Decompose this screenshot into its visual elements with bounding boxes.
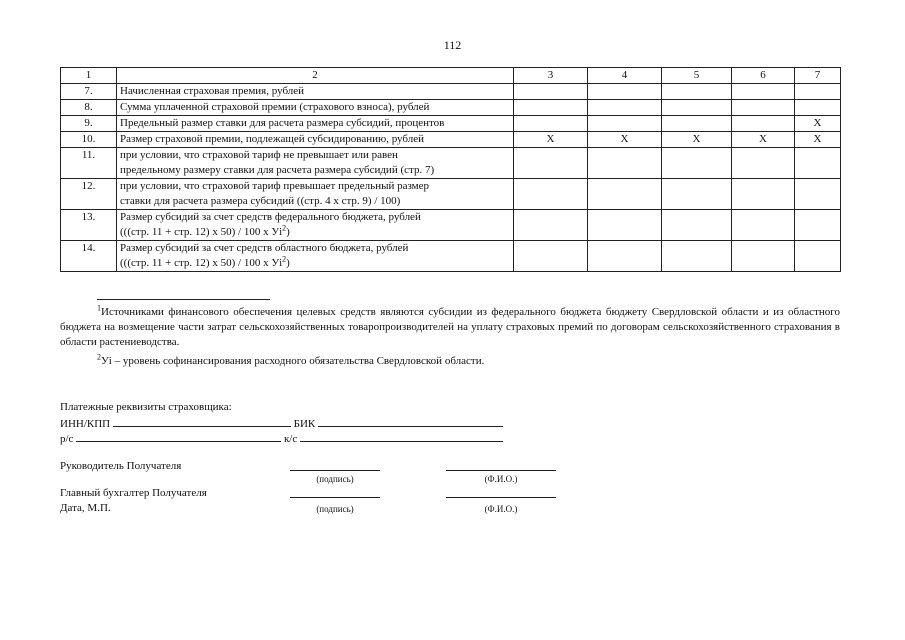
row-description-text: Размер субсидий за счет средств областного бюджета, рублей: [120, 242, 409, 254]
row-value-cell[interactable]: [732, 241, 795, 272]
row-value-cell[interactable]: [662, 148, 732, 179]
row-number: 12.: [61, 179, 117, 210]
row-value-cell[interactable]: X: [732, 132, 795, 148]
row-number: 11.: [61, 148, 117, 179]
row-value-cell[interactable]: [732, 84, 795, 100]
row-value-cell[interactable]: [732, 148, 795, 179]
table-row: [61, 179, 841, 210]
signature-caption: (подпись): [316, 474, 354, 484]
row-description-text: (((стр. 11 + стр. 12) х 50) / 100 х Уi: [120, 257, 283, 269]
row-value-cell[interactable]: [514, 179, 588, 210]
row-value-cell[interactable]: [588, 210, 662, 241]
footnote-text: Источниками финансового обеспечения целевых средств являются субсидии из федерального бюджета бюджету Свердловской области и из областного бюджета на возмещение части затрат сельскохозяйственных товаропроизводителей на уплату страховых премий по договорам сельскохозяйственного страхования в области растениеводства.: [60, 306, 840, 348]
row-description-text: Предельный размер ставки для расчета размера субсидий, процентов: [120, 117, 445, 129]
row-value-cell[interactable]: [795, 210, 841, 241]
row-description-line: [120, 116, 510, 131]
accountant-name-line[interactable]: [446, 497, 556, 498]
row-value-cell[interactable]: [795, 179, 841, 210]
row-description-line: [120, 84, 510, 99]
page-number: 112: [443, 38, 462, 52]
row-number: 7.: [61, 84, 117, 100]
row-value-cell[interactable]: [514, 84, 588, 100]
table-row: [61, 148, 841, 179]
row-description: [117, 100, 514, 116]
table-row: [61, 132, 841, 148]
row-description-line: [120, 210, 510, 225]
row-description: [117, 179, 514, 210]
row-value-cell[interactable]: [732, 116, 795, 132]
row-value-cell[interactable]: [588, 100, 662, 116]
table-header-row: [61, 68, 841, 84]
row-value-cell[interactable]: [588, 179, 662, 210]
row-number: 9.: [61, 116, 117, 132]
name-caption: (Ф.И.О.): [484, 504, 518, 514]
row-value-cell[interactable]: [514, 100, 588, 116]
ks-label: к/с: [283, 433, 298, 445]
row-value-cell[interactable]: [732, 210, 795, 241]
footnote-ref: 2: [282, 254, 287, 264]
account-row: [60, 430, 503, 447]
row-value-cell[interactable]: [514, 116, 588, 132]
header-cell: 6: [732, 68, 795, 84]
accountant-signature-line[interactable]: [290, 497, 380, 498]
header-cell: 5: [662, 68, 732, 84]
bik-field[interactable]: [318, 415, 503, 427]
payment-title: Платежные реквизиты страховщика:: [60, 401, 232, 413]
row-value-cell[interactable]: [514, 210, 588, 241]
row-description-tail: ): [286, 226, 290, 238]
row-value-cell[interactable]: [588, 116, 662, 132]
row-description-text: (((стр. 11 + стр. 12) х 50) / 100 х Уi: [120, 226, 283, 238]
row-value-cell[interactable]: X: [514, 132, 588, 148]
row-value-cell[interactable]: [662, 100, 732, 116]
row-description-text: Сумма уплаченной страховой премии (страхового взноса), рублей: [120, 101, 430, 113]
row-number: 10.: [61, 132, 117, 148]
row-description-line: [120, 100, 510, 115]
head-signature-line[interactable]: [290, 470, 380, 471]
row-description-line: [120, 163, 510, 178]
row-number: 13.: [61, 210, 117, 241]
row-value-cell[interactable]: X: [795, 116, 841, 132]
row-description-text: при условии, что страховой тариф превышает предельный размер: [120, 180, 430, 192]
footnote-separator: [97, 299, 270, 300]
row-description-line: [120, 256, 510, 271]
row-value-cell[interactable]: [732, 100, 795, 116]
footnote-text: Уi – уровень софинансирования расходного обязательства Свердловской области.: [101, 355, 485, 367]
row-description-text: ставки для расчета размера субсидий ((стр. 4 х стр. 9) / 100): [120, 195, 401, 207]
signature-caption: (подпись): [316, 504, 354, 514]
head-name-line[interactable]: [446, 470, 556, 471]
footnote-mark: 1: [97, 303, 101, 313]
row-value-cell[interactable]: [795, 84, 841, 100]
head-label: Руководитель Получателя: [60, 460, 182, 472]
row-description-line: [120, 179, 510, 194]
table-row: [61, 116, 841, 132]
row-description: [117, 241, 514, 272]
row-value-cell[interactable]: X: [795, 132, 841, 148]
row-description-line: [120, 132, 510, 147]
row-description: [117, 84, 514, 100]
row-description-text: Размер страховой премии, подлежащей субсидированию, рублей: [120, 133, 424, 145]
row-value-cell[interactable]: [514, 148, 588, 179]
name-caption: (Ф.И.О.): [484, 474, 518, 484]
header-cell: 2: [117, 68, 514, 84]
row-description-tail: ): [286, 257, 290, 269]
row-value-cell[interactable]: X: [662, 132, 732, 148]
header-cell: 4: [588, 68, 662, 84]
table-row: [61, 210, 841, 241]
header-cell: 7: [795, 68, 841, 84]
row-description-line: [120, 225, 510, 240]
footnotes: [60, 305, 840, 369]
row-value-cell[interactable]: [795, 148, 841, 179]
row-description-text: предельному размеру ставки для расчета размера субсидий (стр. 7): [120, 164, 435, 176]
row-description-line: [120, 194, 510, 209]
row-value-cell[interactable]: [588, 148, 662, 179]
rs-label: р/с: [60, 433, 74, 445]
row-description: [117, 132, 514, 148]
row-number: 8.: [61, 100, 117, 116]
table-row: [61, 100, 841, 116]
row-value-cell[interactable]: [662, 116, 732, 132]
inn-label: ИНН/КПП: [60, 418, 111, 430]
footnote-mark: 2: [97, 352, 101, 362]
row-value-cell[interactable]: [795, 100, 841, 116]
row-description: [117, 116, 514, 132]
rs-field[interactable]: [76, 430, 281, 442]
row-number: 14.: [61, 241, 117, 272]
row-description-text: при условии, что страховой тариф не превышает или равен: [120, 149, 398, 161]
row-value-cell[interactable]: [795, 241, 841, 272]
footnote-2: [60, 354, 840, 369]
row-value-cell[interactable]: [662, 84, 732, 100]
row-description: [117, 210, 514, 241]
inn-field[interactable]: [113, 415, 291, 427]
row-value-cell[interactable]: [588, 84, 662, 100]
row-description-line: [120, 148, 510, 163]
footnote-ref: 2: [282, 223, 287, 233]
row-description-text: Начисленная страховая премия, рублей: [120, 85, 305, 97]
table-row: [61, 241, 841, 272]
row-value-cell[interactable]: [662, 179, 732, 210]
row-value-cell[interactable]: [662, 241, 732, 272]
table-row: [61, 84, 841, 100]
row-description-line: [120, 241, 510, 256]
bik-label: БИК: [293, 418, 316, 430]
row-description: [117, 148, 514, 179]
row-value-cell[interactable]: [662, 210, 732, 241]
row-value-cell[interactable]: [732, 179, 795, 210]
footnote-1: [60, 305, 840, 350]
row-value-cell[interactable]: [514, 241, 588, 272]
report-table: [60, 67, 841, 272]
date-label: Дата, М.П.: [60, 502, 111, 514]
row-value-cell[interactable]: [588, 241, 662, 272]
ks-field[interactable]: [300, 430, 503, 442]
accountant-label: Главный бухгалтер Получателя: [60, 487, 207, 499]
row-value-cell[interactable]: X: [588, 132, 662, 148]
row-description-text: Размер субсидий за счет средств федерального бюджета, рублей: [120, 211, 421, 223]
header-cell: 1: [61, 68, 117, 84]
header-cell: 3: [514, 68, 588, 84]
